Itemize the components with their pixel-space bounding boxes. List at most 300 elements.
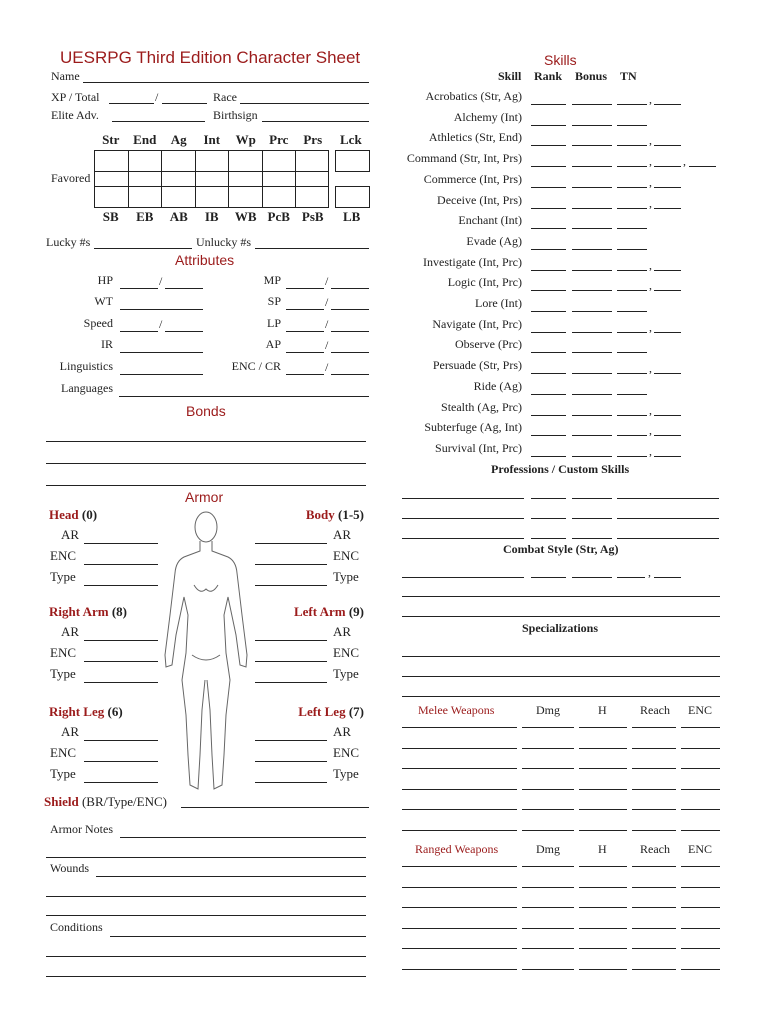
ranged-weapon-name-field[interactable] — [402, 887, 517, 888]
char-header-prs: Prs — [303, 132, 323, 147]
attr-label-ir: IR — [101, 337, 113, 351]
grid-col-divider — [262, 150, 263, 208]
attr-slash: / — [159, 317, 163, 331]
skill-tn-field[interactable] — [617, 311, 647, 312]
skill-tn-field[interactable] — [617, 435, 647, 436]
armor-left-arm-type-field[interactable] — [255, 682, 327, 683]
conditions-line-2[interactable] — [46, 956, 366, 957]
skill-bonus-field[interactable] — [572, 270, 612, 271]
melee-weapon-dmg-field[interactable] — [522, 727, 574, 728]
melee-weapon-name-field[interactable] — [402, 809, 517, 810]
wounds-line-3[interactable] — [46, 915, 366, 916]
armor-right-leg-ar-field[interactable] — [84, 740, 158, 741]
melee-weapon-name-field[interactable] — [402, 789, 517, 790]
ranged-weapon-h-field[interactable] — [579, 866, 627, 867]
char-header-prc: Prc — [269, 132, 289, 147]
skill-comma: , — [649, 133, 652, 148]
melee-weapon-enc-field[interactable] — [681, 789, 720, 790]
melee-weapon-dmg-field[interactable] — [522, 809, 574, 810]
attr-field-max[interactable] — [331, 374, 369, 375]
skill-bonus-field[interactable] — [572, 249, 612, 250]
skill-bonus-field[interactable] — [572, 456, 612, 457]
attr-label-lp: LP — [266, 316, 281, 330]
attr-field-max[interactable] — [331, 331, 369, 332]
shield-field[interactable] — [181, 807, 369, 808]
armor-left-leg-enc-field[interactable] — [255, 761, 327, 762]
melee-weapon-name-field[interactable] — [402, 830, 517, 831]
ranged-weapon-h-field[interactable] — [579, 887, 627, 888]
armor-right-arm-enc-label: ENC — [50, 645, 76, 660]
combat-style-line[interactable] — [402, 596, 720, 597]
luck-header: Lck — [340, 132, 362, 147]
skill-bonus-field[interactable] — [572, 228, 612, 229]
profession-rank-field[interactable] — [531, 538, 566, 539]
armor-left-arm-enc-label: ENC — [333, 645, 359, 660]
skill-tn-field[interactable] — [617, 290, 647, 291]
race-label: Race — [213, 90, 237, 104]
armor-left-arm-header — [294, 605, 364, 619]
armor-body-name: Body — [305, 507, 335, 522]
melee-col-enc: ENC — [688, 703, 712, 717]
bonds-title: Bonds — [186, 403, 226, 419]
bonds-line-3[interactable] — [46, 485, 366, 486]
attr-field-current[interactable] — [286, 331, 324, 332]
ranged-weapon-reach-field[interactable] — [632, 969, 676, 970]
ranged-weapon-name-field[interactable] — [402, 866, 517, 867]
melee-weapon-name-field[interactable] — [402, 727, 517, 728]
skill-header-bonus: Bonus — [575, 69, 608, 83]
combat-style-rank-field[interactable] — [531, 577, 566, 578]
xp-total-field[interactable] — [162, 103, 207, 104]
armor-right-arm-ar-field[interactable] — [84, 640, 158, 641]
armor-head-ar-label: AR — [61, 527, 80, 542]
skill-comma: , — [649, 402, 652, 417]
ranged-weapon-reach-field[interactable] — [632, 887, 676, 888]
grid-col-divider — [161, 150, 162, 208]
ranged-weapon-dmg-field[interactable] — [522, 887, 574, 888]
skill-tn-extra-field[interactable] — [689, 166, 716, 167]
melee-weapon-h-field[interactable] — [579, 768, 627, 769]
skill-bonus-field[interactable] — [572, 145, 612, 146]
skill-tn-extra-field[interactable] — [654, 456, 681, 457]
wounds-line-2[interactable] — [46, 896, 366, 897]
profession-tn-field[interactable] — [617, 538, 719, 539]
profession-name-field[interactable] — [402, 538, 524, 539]
melee-weapon-name-field[interactable] — [402, 768, 517, 769]
skill-label: Evade (Ag) — [466, 233, 522, 248]
birthsign-label: Birthsign — [213, 108, 258, 122]
skill-bonus-field[interactable] — [572, 311, 612, 312]
skill-bonus-field[interactable] — [572, 104, 612, 105]
melee-weapon-name-field[interactable] — [402, 748, 517, 749]
melee-weapon-enc-field[interactable] — [681, 809, 720, 810]
skill-rank-field[interactable] — [531, 166, 566, 167]
skill-bonus-field[interactable] — [572, 394, 612, 395]
skill-bonus-field[interactable] — [572, 125, 612, 126]
specialization-line-3[interactable] — [402, 696, 720, 697]
skill-tn-extra-field[interactable] — [654, 270, 681, 271]
ranged-weapon-enc-field[interactable] — [681, 969, 720, 970]
melee-weapon-enc-field[interactable] — [681, 830, 720, 831]
melee-col-h: H — [598, 703, 607, 717]
skill-bonus-field[interactable] — [572, 352, 612, 353]
ranged-weapon-enc-field[interactable] — [681, 928, 720, 929]
skill-label: Enchant (Int) — [458, 213, 522, 228]
attr-slash: / — [325, 274, 329, 288]
attr-field-current[interactable] — [286, 374, 324, 375]
sheet-title: UESRPG Third Edition Character Sheet — [60, 48, 361, 67]
armor-head-ar-field[interactable] — [84, 543, 158, 544]
melee-weapon-reach-field[interactable] — [632, 789, 676, 790]
skill-comma: , — [649, 319, 652, 334]
ranged-weapon-enc-field[interactable] — [681, 907, 720, 908]
armor-right-arm-header — [49, 605, 127, 619]
armor-notes-line-1[interactable] — [120, 837, 366, 838]
skill-tn-extra-field[interactable] — [654, 208, 681, 209]
attr-field-max[interactable] — [331, 309, 369, 310]
attr-slash: / — [325, 338, 329, 352]
combat-style-tn-field[interactable] — [617, 577, 645, 578]
ranged-weapon-reach-field[interactable] — [632, 866, 676, 867]
skill-comma: , — [649, 174, 652, 189]
melee-weapon-enc-field[interactable] — [681, 768, 720, 769]
combat-style-line[interactable] — [402, 616, 720, 617]
luck-favored-box[interactable] — [335, 186, 370, 208]
skill-comma: , — [649, 423, 652, 438]
grid-col-divider — [128, 150, 129, 208]
armor-right-arm-ar-label: AR — [61, 624, 80, 639]
skill-label: Lore (Int) — [475, 296, 522, 310]
luck-bonus-label: LB — [343, 209, 361, 224]
ranged-weapon-name-field[interactable] — [402, 928, 517, 929]
conditions-line-1[interactable] — [110, 936, 366, 937]
skill-rank-field[interactable] — [531, 104, 566, 105]
shield-detail: (BR/Type/ENC) — [81, 794, 167, 809]
ranged-weapon-reach-field[interactable] — [632, 928, 676, 929]
ranged-weapon-enc-field[interactable] — [681, 948, 720, 949]
skill-tn-field[interactable] — [617, 125, 647, 126]
armor-body-ar-label: AR — [333, 527, 352, 542]
skill-rank-field[interactable] — [531, 456, 566, 457]
skill-rank-field[interactable] — [531, 208, 566, 209]
armor-head-type-field[interactable] — [84, 585, 158, 586]
melee-weapons-title: Melee Weapons — [418, 703, 495, 717]
attr-label-sp: SP — [267, 294, 281, 308]
skill-rank-field[interactable] — [531, 228, 566, 229]
grid-col-divider — [295, 150, 296, 208]
characteristic-grid — [94, 150, 329, 208]
armor-right-arm-type-field[interactable] — [84, 682, 158, 683]
ranged-weapon-enc-field[interactable] — [681, 866, 720, 867]
skill-tn-extra-field[interactable] — [654, 104, 681, 105]
attr-field-hp-max[interactable] — [165, 288, 203, 289]
armor-left-leg-ar-label: AR — [333, 724, 352, 739]
shield-label — [44, 795, 167, 809]
skill-bonus-field[interactable] — [572, 332, 612, 333]
unlucky-field[interactable] — [255, 248, 369, 249]
attr-field-linguistics[interactable] — [120, 374, 203, 375]
attr-slash: / — [325, 360, 329, 374]
ranged-col-h: H — [598, 842, 607, 856]
armor-right-leg-enc-field[interactable] — [84, 761, 158, 762]
skill-tn-field[interactable] — [617, 373, 647, 374]
skill-label: Observe (Prc) — [455, 337, 522, 352]
skill-bonus-field[interactable] — [572, 166, 612, 167]
ranged-weapon-dmg-field[interactable] — [522, 928, 574, 929]
ranged-weapon-dmg-field[interactable] — [522, 907, 574, 908]
combat-style-comma: , — [648, 565, 651, 579]
profession-name-field[interactable] — [402, 518, 524, 519]
melee-weapon-reach-field[interactable] — [632, 830, 676, 831]
attr-field-wt[interactable] — [120, 309, 203, 310]
skill-bonus-field[interactable] — [572, 290, 612, 291]
skill-comma: , — [649, 257, 652, 272]
melee-weapon-h-field[interactable] — [579, 789, 627, 790]
skill-tn-extra-field[interactable] — [654, 332, 681, 333]
grid-col-divider — [195, 150, 196, 208]
skill-bonus-field[interactable] — [572, 415, 612, 416]
skill-tn-extra-field[interactable] — [654, 373, 681, 374]
bonus-label-psb: PsB — [301, 209, 324, 224]
attr-field-speed-current[interactable] — [120, 331, 158, 332]
armor-body-enc-field[interactable] — [255, 564, 327, 565]
melee-weapon-h-field[interactable] — [579, 809, 627, 810]
ranged-weapon-reach-field[interactable] — [632, 948, 676, 949]
armor-right-leg-ar-label: AR — [61, 724, 80, 739]
skill-tn-field[interactable] — [617, 332, 647, 333]
skill-bonus-field[interactable] — [572, 208, 612, 209]
skill-tn-field[interactable] — [617, 394, 647, 395]
skill-header-tn: TN — [620, 69, 637, 83]
attr-field-speed-max[interactable] — [165, 331, 203, 332]
melee-weapon-enc-field[interactable] — [681, 727, 720, 728]
armor-notes-label: Armor Notes — [50, 822, 113, 836]
skill-header-rank: Rank — [534, 69, 563, 83]
skill-rank-field[interactable] — [531, 290, 566, 291]
skill-tn-field[interactable] — [617, 249, 647, 250]
skill-comma: , — [649, 154, 652, 169]
melee-weapon-h-field[interactable] — [579, 830, 627, 831]
grid-col-divider — [228, 150, 229, 208]
skill-rank-field[interactable] — [531, 311, 566, 312]
attr-field-max[interactable] — [331, 288, 369, 289]
ranged-weapon-reach-field[interactable] — [632, 907, 676, 908]
wounds-label: Wounds — [50, 861, 90, 875]
bonds-line-2[interactable] — [46, 463, 366, 464]
skill-bonus-field[interactable] — [572, 187, 612, 188]
skill-tn-field[interactable] — [617, 208, 647, 209]
skill-rank-field[interactable] — [531, 435, 566, 436]
skill-label: Survival (Int, Prc) — [435, 440, 522, 455]
specialization-line-1[interactable] — [402, 656, 720, 657]
specialization-line-2[interactable] — [402, 676, 720, 677]
skill-bonus-field[interactable] — [572, 435, 612, 436]
melee-weapon-h-field[interactable] — [579, 727, 627, 728]
armor-notes-line-2[interactable] — [46, 857, 366, 858]
melee-weapon-dmg-field[interactable] — [522, 830, 574, 831]
armor-left-leg-ar-field[interactable] — [255, 740, 327, 741]
armor-left-leg-type-field[interactable] — [255, 782, 327, 783]
skill-tn-field[interactable] — [617, 415, 647, 416]
combat-style-bonus-field[interactable] — [572, 577, 612, 578]
attr-field-max[interactable] — [331, 352, 369, 353]
attr-label-wt: WT — [94, 294, 113, 308]
bonus-label-eb: EB — [136, 209, 154, 224]
armor-right-arm-enc-field[interactable] — [84, 661, 158, 662]
profession-name-field[interactable] — [402, 498, 524, 499]
skill-rank-field[interactable] — [531, 187, 566, 188]
profession-bonus-field[interactable] — [572, 538, 612, 539]
ranged-weapon-dmg-field[interactable] — [522, 866, 574, 867]
profession-bonus-field[interactable] — [572, 518, 612, 519]
attr-field-current[interactable] — [286, 288, 324, 289]
skill-label: Logic (Int, Prc) — [447, 275, 522, 290]
xp-label: XP / Total — [51, 90, 100, 104]
skill-rank-field[interactable] — [531, 415, 566, 416]
melee-weapon-dmg-field[interactable] — [522, 748, 574, 749]
armor-left-arm-enc-field[interactable] — [255, 661, 327, 662]
conditions-line-3[interactable] — [46, 976, 366, 977]
attributes-title: Attributes — [175, 252, 235, 268]
skill-label: Commerce (Int, Prs) — [423, 171, 522, 186]
skill-rank-field[interactable] — [531, 125, 566, 126]
armor-right-arm-name: Right Arm — [49, 604, 109, 619]
profession-tn-field[interactable] — [617, 498, 719, 499]
conditions-label: Conditions — [50, 920, 103, 934]
profession-rank-field[interactable] — [531, 518, 566, 519]
combat-style-tn-extra-field[interactable] — [654, 577, 681, 578]
attr-field-current[interactable] — [286, 309, 324, 310]
armor-left-arm-location: (9) — [348, 604, 364, 619]
skill-tn-field[interactable] — [617, 145, 647, 146]
skill-comma: , — [649, 361, 652, 376]
ranged-weapon-h-field[interactable] — [579, 928, 627, 929]
race-field[interactable] — [240, 103, 369, 104]
skill-label: Subterfuge (Ag, Int) — [424, 420, 522, 435]
armor-body-ar-field[interactable] — [255, 543, 327, 544]
armor-right-leg-type-field[interactable] — [84, 782, 158, 783]
skill-rank-field[interactable] — [531, 373, 566, 374]
melee-weapon-reach-field[interactable] — [632, 768, 676, 769]
skill-tn-extra-field[interactable] — [654, 166, 681, 167]
skill-bonus-field[interactable] — [572, 373, 612, 374]
armor-left-leg-header — [298, 705, 364, 719]
bonds-line-1[interactable] — [46, 441, 366, 442]
skill-tn-extra-field[interactable] — [654, 415, 681, 416]
grid-row-divider — [94, 171, 329, 172]
skill-tn-extra-field[interactable] — [654, 290, 681, 291]
lucky-field[interactable] — [94, 248, 192, 249]
skill-tn-extra-field[interactable] — [654, 187, 681, 188]
wounds-line-1[interactable] — [96, 876, 366, 877]
name-field[interactable] — [83, 82, 369, 83]
skill-tn-field[interactable] — [617, 352, 647, 353]
bonus-label-wb: WB — [234, 209, 257, 224]
profession-tn-field[interactable] — [617, 518, 719, 519]
profession-bonus-field[interactable] — [572, 498, 612, 499]
melee-weapon-h-field[interactable] — [579, 748, 627, 749]
skill-label: Persuade (Str, Prs) — [432, 358, 522, 373]
elite-adv-field[interactable] — [112, 121, 205, 122]
ranged-weapon-name-field[interactable] — [402, 907, 517, 908]
birthsign-field[interactable] — [262, 121, 369, 122]
ranged-col-reach: Reach — [640, 842, 670, 856]
skill-rank-field[interactable] — [531, 270, 566, 271]
armor-head-location: (0) — [81, 507, 98, 522]
armor-body-location: (1-5) — [338, 507, 364, 522]
attr-field-current[interactable] — [286, 352, 324, 353]
skill-tn-extra-field[interactable] — [654, 435, 681, 436]
bonus-label-pcb: PcB — [267, 209, 290, 224]
armor-right-leg-header — [49, 705, 123, 719]
melee-weapon-reach-field[interactable] — [632, 809, 676, 810]
ranged-weapon-dmg-field[interactable] — [522, 969, 574, 970]
armor-title: Armor — [185, 489, 224, 505]
attr-field-ir[interactable] — [120, 352, 203, 353]
ranged-weapon-h-field[interactable] — [579, 969, 627, 970]
ranged-weapon-h-field[interactable] — [579, 948, 627, 949]
skill-label: Acrobatics (Str, Ag) — [425, 89, 522, 103]
bonus-label-ab: AB — [169, 209, 188, 224]
skill-rank-field[interactable] — [531, 352, 566, 353]
armor-head-enc-field[interactable] — [84, 564, 158, 565]
skill-tn-field[interactable] — [617, 228, 647, 229]
skill-tn-field[interactable] — [617, 187, 647, 188]
skill-tn-field[interactable] — [617, 104, 647, 105]
melee-weapon-dmg-field[interactable] — [522, 768, 574, 769]
char-header-ag: Ag — [170, 132, 187, 147]
skill-label: Navigate (Int, Prc) — [432, 316, 522, 331]
attr-label-speed: Speed — [83, 316, 113, 330]
profession-rank-field[interactable] — [531, 498, 566, 499]
skill-rank-field[interactable] — [531, 394, 566, 395]
ranged-weapon-enc-field[interactable] — [681, 887, 720, 888]
armor-right-leg-location: (6) — [107, 704, 123, 719]
armor-left-arm-ar-field[interactable] — [255, 640, 327, 641]
ranged-weapons-title: Ranged Weapons — [415, 842, 499, 856]
armor-left-leg-enc-label: ENC — [333, 745, 359, 760]
luck-box[interactable] — [335, 150, 370, 172]
ranged-weapon-h-field[interactable] — [579, 907, 627, 908]
languages-field[interactable] — [119, 396, 369, 397]
skill-tn-field[interactable] — [617, 270, 647, 271]
ranged-weapon-name-field[interactable] — [402, 969, 517, 970]
armor-left-leg-location: (7) — [348, 704, 364, 719]
melee-weapon-dmg-field[interactable] — [522, 789, 574, 790]
skill-rank-field[interactable] — [531, 332, 566, 333]
ranged-weapon-dmg-field[interactable] — [522, 948, 574, 949]
attr-field-hp-current[interactable] — [120, 288, 158, 289]
skill-tn-field[interactable] — [617, 456, 647, 457]
skill-tn-field[interactable] — [617, 166, 647, 167]
char-header-int: Int — [203, 132, 221, 147]
combat-style-name-field[interactable] — [402, 577, 524, 578]
armor-body-type-label: Type — [333, 569, 359, 584]
armor-body-type-field[interactable] — [255, 585, 327, 586]
bonus-label-sb: SB — [102, 209, 119, 224]
melee-weapon-reach-field[interactable] — [632, 727, 676, 728]
xp-field[interactable] — [109, 103, 154, 104]
attr-label-hp: HP — [97, 273, 113, 287]
melee-weapon-reach-field[interactable] — [632, 748, 676, 749]
skill-label: Investigate (Int, Prc) — [423, 254, 522, 269]
skill-rank-field[interactable] — [531, 145, 566, 146]
ranged-weapon-name-field[interactable] — [402, 948, 517, 949]
armor-head-enc-label: ENC — [50, 548, 76, 563]
skill-tn-extra-field[interactable] — [654, 145, 681, 146]
melee-weapon-enc-field[interactable] — [681, 748, 720, 749]
skill-rank-field[interactable] — [531, 249, 566, 250]
